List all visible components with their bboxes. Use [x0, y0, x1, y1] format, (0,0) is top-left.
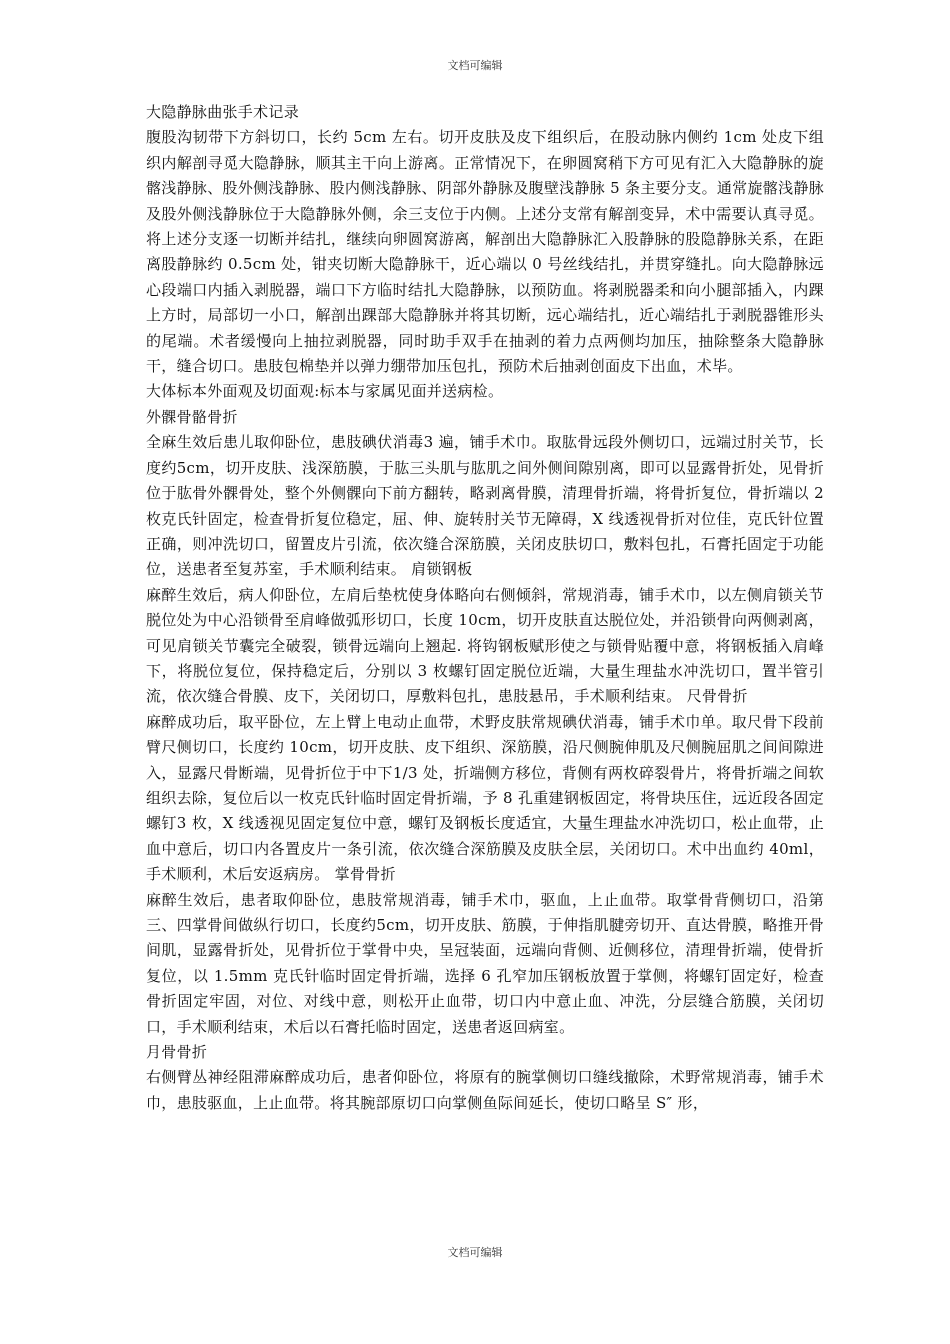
paragraph: 麻醉生效后，患者取仰卧位，患肢常规消毒，铺手术巾，驱血，上止血带。取掌骨背侧切口，沿第三、四掌骨间做纵行切口，长度约5cm，切开皮肤、筋膜，于伸指肌腱旁切开、直达骨膜，略推开骨间肌，显露骨折处，见骨折位于掌骨中央，呈冠装面，远端向背侧、近侧移位，清理骨折端，使骨折复位，以 1.5mm 克氏针临时固定骨折端，选择 6 孔窄加压钢板放置于掌侧，将螺钉固定好，检查骨折固定牢固，对位、对线中意，则松开止血带，切口内中意止血、冲洗，分层缝合筋膜，关闭切口，手术顺利结束，术后以石膏托临时固定，送患者返回病室。 — [146, 890, 824, 1036]
page-header: 文档可编辑 — [447, 59, 503, 72]
paragraph: 右侧臂丛神经阻滞麻醉成功后，患者仰卧位，将原有的腕掌侧切口缝线撤除，术野常规消毒，铺手术巾，患肢驱血，上止血带。将其腕部原切口向掌侧鱼际间延长，使切口略呈 S″ 形， — [146, 1068, 824, 1112]
document-body — [146, 100, 824, 1116]
section-title: 大隐静脉曲张手术记录 — [146, 103, 300, 121]
paragraph: 麻醉生效后，病人仰卧位，左肩后垫枕使身体略向右侧倾斜，常规消毒，铺手术巾，以左侧肩锁关节脱位处为中心沿锁骨至肩峰做弧形切口，长度 10cm，切开皮肤直达脱位处，并沿锁骨向两侧剥离，可见肩锁关节囊完全破裂，锁骨远端向上翘起. 将钩钢板赋形使之与锁骨贴覆中意，将钢板插入肩峰下，将脱位复位，保持稳定后，分别以 3 枚螺钉固定脱位近端，大量生理盐水冲洗切口，置半管引流，依次缝合骨膜、皮下，关闭切口，厚敷料包扎，患肢悬吊，手术顺利结束。 尺骨骨折 — [146, 585, 824, 706]
paragraph: 麻醉成功后，取平卧位，左上臂上电动止血带，术野皮肤常规碘伏消毒，铺手术巾单。取尺骨下段前臂尺侧切口，长度约 10cm，切开皮肤、皮下组织、深筋膜，沿尺侧腕伸肌及尺侧腕屈肌之间间隙进入，显露尺骨断端，见骨折位于中下1/3 处，折端侧方移位，背侧有两枚碎裂骨片，将骨折端之间软组织去除，复位后以一枚克氏针临时固定骨折端，予 8 孔重建钢板固定，将骨块压住，远近段各固定螺钉3 枚，X 线透视见固定复位中意，螺钉及钢板长度适宜，大量生理盐水冲洗切口，松止血带，止血中意后，切口内各置皮片一条引流，依次缝合深筋膜及皮肤全层，关闭切口。术中出血约 40ml，手术顺利，术后安返病房。 掌骨骨折 — [146, 712, 824, 884]
section-title: 月骨骨折 — [146, 1043, 208, 1062]
paragraph: 大体标本外面观及切面观:标本与家属见面并送病检。 — [146, 382, 504, 401]
paragraph: 全麻生效后患儿取仰卧位，患肢碘伏消毒3 遍，铺手术巾。取肱骨远段外侧切口，远端过肘关节，长度约5cm，切开皮肤、浅深筋膜，于肱三头肌与肱肌之间外侧间隙别离，即可以显露骨折处，见骨折位于肱骨外髁骨处，整个外侧髁向下前方翻转，略剥离骨膜，清理骨折端，将骨折复位，骨折端以 2 枚克氏针固定，检查骨折复位稳定，屈、伸、旋转肘关节无障碍，X 线透视骨折对位佳，克氏针位置正确，则冲洗切口，留置皮片引流，依次缝合深筋膜，关闭皮肤切口，敷料包扎，石膏托固定于功能位，送患者至复苏室，手术顺利结束。 肩锁钢板 — [146, 433, 824, 579]
paragraph: 腹股沟韧带下方斜切口，长约 5cm 左右。切开皮肤及皮下组织后，在股动脉内侧约 1cm 处皮下组织内解剖寻觅大隐静脉，顺其主干向上游离。正常情况下，在卵圆窝稍下方可见有汇入大隐静脉的旋髂浅静脉、股外侧浅静脉、股内侧浅静脉、阴部外静脉及腹壁浅静脉 5 条主要分支。通常旋髂浅静脉及股外侧浅静脉位于大隐静脉外侧，余三支位于内侧。上述分支常有解剖变异，术中需要认真寻觅。将上述分支逐一切断并结扎，继续向卵圆窝游离，解剖出大隐静脉汇入股静脉的股隐静脉关系，在距离股静脉约 0.5cm 处，钳夹切断大隐静脉干，近心端以 0 号丝线结扎，并贯穿缝扎。向大隐静脉远心段端口内插入剥脱器，端口下方临时结扎大隐静脉，以预防血。将剥脱器柔和向小腿部插入，内踝上方时，局部切一小口，解剖出踝部大隐静脉并将其切断，远心端结扎，近心端结扎于剥脱器锥形头的尾端。术者缓慢向上抽拉剥脱器，同时助手双手在抽剥的着力点两侧均加压，抽除整条大隐静脉干，缝合切口。患肢包棉垫并以弹力绷带加压包扎，预防术后抽剥创面皮下出血，术毕。 — [146, 128, 824, 376]
section-title: 外髁骨骼骨折 — [146, 407, 238, 426]
page-footer: 文档可编辑 — [447, 1246, 503, 1259]
